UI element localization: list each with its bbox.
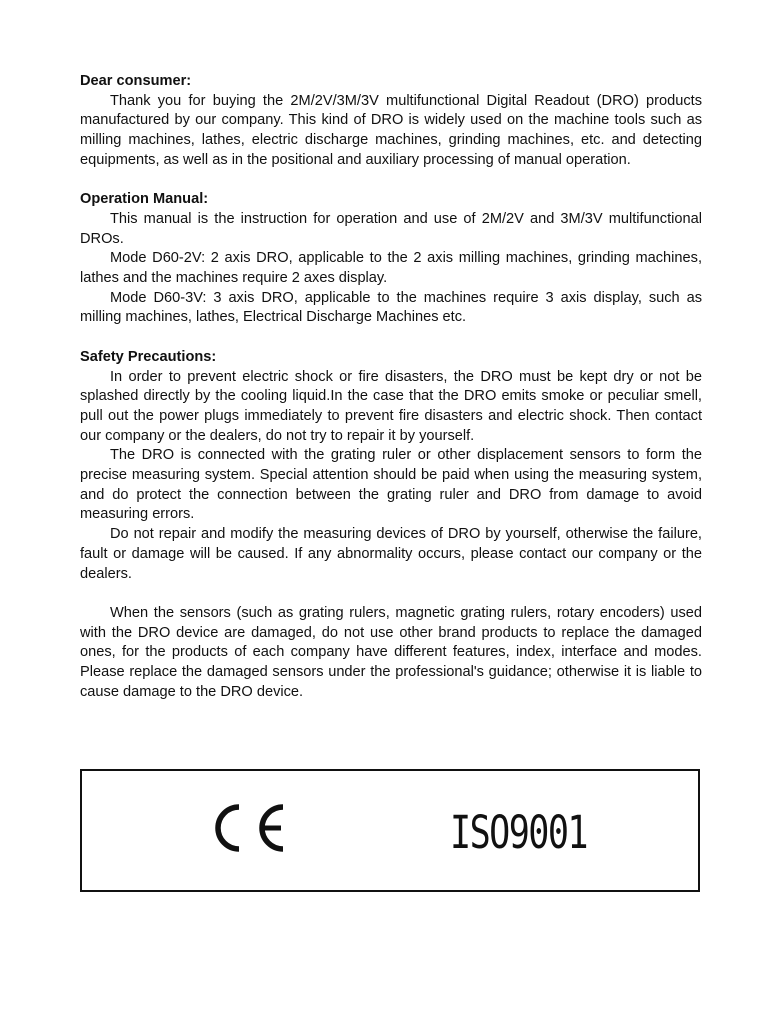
certification-box xyxy=(80,769,700,892)
intro-paragraph: Thank you for buying the 2M/2V/3M/3V multifunctional Digital Readout (DRO) products manufactured by our company. This kind of DRO is widely used on the machine tools such as milling machines, lathes, electric discharge machines, grinding machines, etc. and detecting equipments, as well as in the positional and auxiliary processing of manual operation. xyxy=(80,92,702,168)
manual-scope-paragraph: This manual is the instruction for operation and use of 2M/2V and 3M/3V multifunctional DROs. xyxy=(80,210,702,247)
operation-manual-heading: Operation Manual: xyxy=(80,191,209,208)
ce-mark-logo xyxy=(209,801,289,855)
safety-precautions-heading: Safety Precautions: xyxy=(80,348,217,365)
iso9001-label: ISO9001 xyxy=(450,806,588,859)
measuring-system-paragraph: The DRO is connected with the grating ruler or other displacement sensors to form the precise measuring system. Special attention should be paid when using the measuring system, and do protect the connection between the grating ruler and DRO from damage to avoid measuring errors. xyxy=(80,447,702,523)
section-gap xyxy=(80,584,702,604)
mode-d60-3v-paragraph: Mode D60-3V: 3 axis DRO, applicable to the machines require 3 axis display, such as milling machines, lathes, Electrical Discharge Machines etc. xyxy=(80,289,702,326)
sensor-replacement-paragraph: When the sensors (such as grating rulers, magnetic grating rulers, rotary encoders) used with the DRO device are damaged, do not use other brand products to replace the damaged ones, for the products of each company have different features, index, interface and modes. Please replace the damaged sensors under the professional's guidance; otherwise it is liable to cause damage to the DRO device. xyxy=(80,604,702,700)
section-gap xyxy=(80,328,702,348)
dear-consumer-heading: Dear consumer: xyxy=(80,73,192,89)
mode-d60-2v-paragraph: Mode D60-2V: 2 axis DRO, applicable to the 2 axis milling machines, grinding machines, lathes and the machines require 2 axes display. xyxy=(80,250,702,287)
section-gap xyxy=(80,171,702,191)
no-repair-paragraph: Do not repair and modify the measuring devices of DRO by yourself, otherwise the failure, fault or damage will be caused. If any abnormality occurs, please contact our company or the dealers. xyxy=(80,526,702,582)
electric-shock-paragraph: In order to prevent electric shock or fire disasters, the DRO must be kept dry or not be splashed directly by the cooling liquid.In the case that the DRO emits smoke or peculiar smell, pull out the power plugs immediately to prevent fire disasters and electric shock. Then contact our company or the dealers, do not try to repair it by yourself. xyxy=(80,368,702,444)
manual-page xyxy=(80,72,702,702)
